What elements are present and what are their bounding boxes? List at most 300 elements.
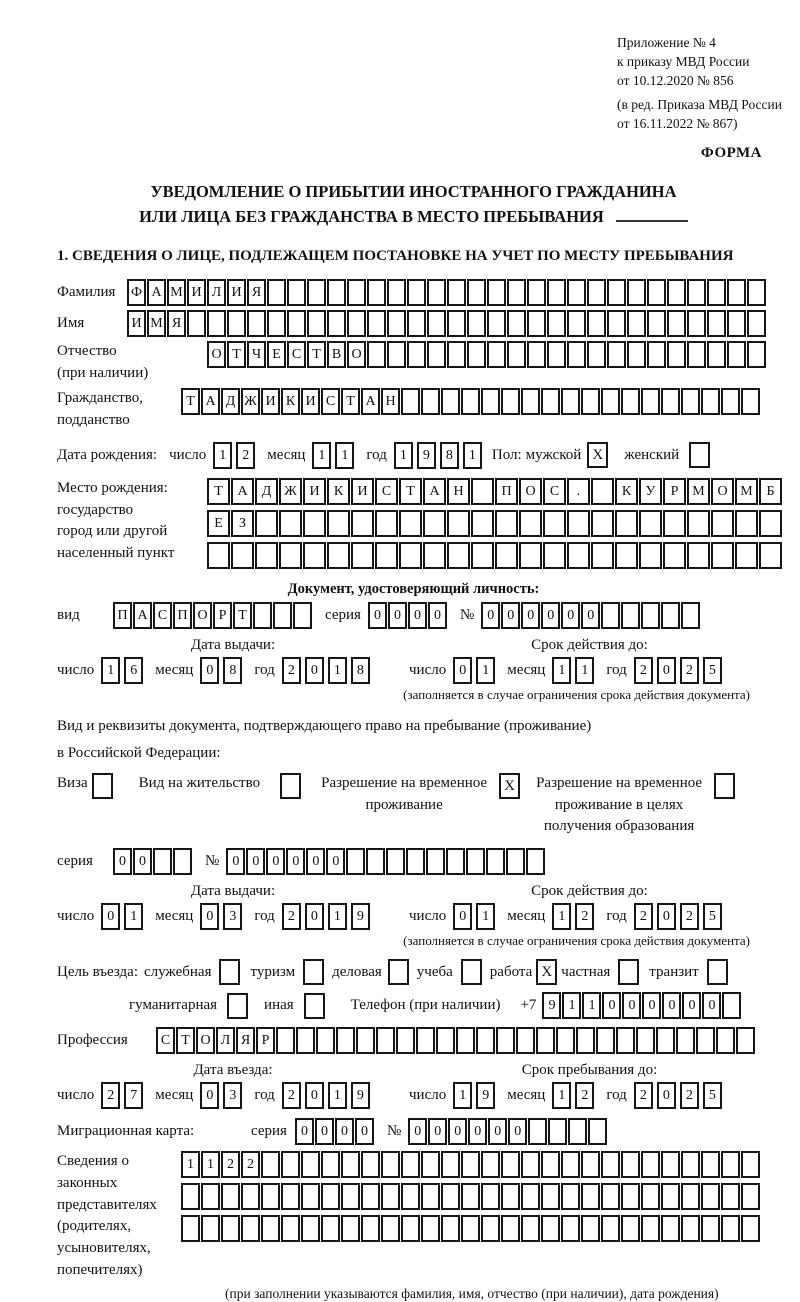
- char-cell[interactable]: 0: [101, 903, 120, 930]
- char-cell[interactable]: [681, 1151, 700, 1178]
- char-cell[interactable]: С: [153, 602, 172, 629]
- char-cell[interactable]: [543, 510, 566, 537]
- char-cell[interactable]: [347, 279, 366, 306]
- char-cell[interactable]: 8: [440, 442, 459, 469]
- char-cell[interactable]: [667, 310, 686, 337]
- char-cell[interactable]: А: [361, 388, 380, 415]
- char-cell[interactable]: [587, 341, 606, 368]
- char-cell[interactable]: [727, 310, 746, 337]
- char-cell[interactable]: [421, 388, 440, 415]
- char-cell[interactable]: [596, 1027, 615, 1054]
- char-cell[interactable]: [601, 1151, 620, 1178]
- char-cell[interactable]: [467, 310, 486, 337]
- char-cell[interactable]: 5: [703, 903, 722, 930]
- char-cell[interactable]: Д: [255, 478, 278, 505]
- char-cell[interactable]: [341, 1215, 360, 1242]
- char-cell[interactable]: 2: [236, 442, 255, 469]
- char-cell[interactable]: [327, 542, 350, 569]
- char-cell[interactable]: [667, 341, 686, 368]
- char-cell[interactable]: 2: [282, 1082, 301, 1109]
- char-cell[interactable]: [255, 510, 278, 537]
- char-cell[interactable]: 0: [561, 602, 580, 629]
- char-cell[interactable]: [336, 1027, 355, 1054]
- char-cell[interactable]: [401, 388, 420, 415]
- char-cell[interactable]: И: [303, 478, 326, 505]
- char-cell[interactable]: [591, 478, 614, 505]
- char-cell[interactable]: 1: [582, 992, 601, 1019]
- char-cell[interactable]: [351, 510, 374, 537]
- char-cell[interactable]: Н: [447, 478, 470, 505]
- char-cell[interactable]: [507, 279, 526, 306]
- char-cell[interactable]: [687, 341, 706, 368]
- char-cell[interactable]: [293, 602, 312, 629]
- char-cell[interactable]: 3: [223, 1082, 242, 1109]
- char-cell[interactable]: 0: [200, 1082, 219, 1109]
- char-cell[interactable]: [471, 542, 494, 569]
- char-cell[interactable]: 8: [351, 657, 370, 684]
- char-cell[interactable]: [406, 848, 425, 875]
- char-cell[interactable]: [567, 542, 590, 569]
- char-cell[interactable]: [681, 1215, 700, 1242]
- char-cell[interactable]: [591, 542, 614, 569]
- char-cell[interactable]: 0: [200, 657, 219, 684]
- char-cell[interactable]: [541, 1151, 560, 1178]
- char-cell[interactable]: [481, 1151, 500, 1178]
- char-cell[interactable]: С: [321, 388, 340, 415]
- char-cell[interactable]: [181, 1183, 200, 1210]
- char-cell[interactable]: 0: [305, 903, 324, 930]
- char-cell[interactable]: Е: [267, 341, 286, 368]
- char-cell[interactable]: [436, 1027, 455, 1054]
- char-cell[interactable]: [261, 1183, 280, 1210]
- purpose-humanitarian-checkbox[interactable]: [227, 993, 248, 1019]
- char-cell[interactable]: [287, 279, 306, 306]
- char-cell[interactable]: 2: [634, 657, 653, 684]
- char-cell[interactable]: [615, 542, 638, 569]
- char-cell[interactable]: [561, 1183, 580, 1210]
- char-cell[interactable]: [711, 510, 734, 537]
- char-cell[interactable]: [727, 341, 746, 368]
- char-cell[interactable]: [722, 992, 741, 1019]
- char-cell[interactable]: 2: [680, 1082, 699, 1109]
- char-cell[interactable]: 0: [315, 1118, 334, 1145]
- char-cell[interactable]: [427, 341, 446, 368]
- char-cell[interactable]: 0: [468, 1118, 487, 1145]
- char-cell[interactable]: [687, 279, 706, 306]
- char-cell[interactable]: [687, 510, 710, 537]
- char-cell[interactable]: 0: [448, 1118, 467, 1145]
- char-cell[interactable]: [301, 1183, 320, 1210]
- char-cell[interactable]: 1: [201, 1151, 220, 1178]
- char-cell[interactable]: [261, 1151, 280, 1178]
- char-cell[interactable]: Т: [341, 388, 360, 415]
- char-cell[interactable]: 0: [642, 992, 661, 1019]
- char-cell[interactable]: 2: [680, 903, 699, 930]
- char-cell[interactable]: 0: [702, 992, 721, 1019]
- char-cell[interactable]: 1: [335, 442, 354, 469]
- char-cell[interactable]: [376, 1027, 395, 1054]
- char-cell[interactable]: [375, 542, 398, 569]
- char-cell[interactable]: [381, 1183, 400, 1210]
- char-cell[interactable]: [327, 310, 346, 337]
- char-cell[interactable]: 0: [662, 992, 681, 1019]
- purpose-other-checkbox[interactable]: [304, 993, 325, 1019]
- char-cell[interactable]: [519, 542, 542, 569]
- char-cell[interactable]: [356, 1027, 375, 1054]
- char-cell[interactable]: [447, 310, 466, 337]
- char-cell[interactable]: 2: [575, 1082, 594, 1109]
- char-cell[interactable]: 0: [657, 1082, 676, 1109]
- char-cell[interactable]: [401, 1215, 420, 1242]
- char-cell[interactable]: 0: [657, 657, 676, 684]
- char-cell[interactable]: Е: [207, 510, 230, 537]
- char-cell[interactable]: [567, 510, 590, 537]
- char-cell[interactable]: [601, 1215, 620, 1242]
- char-cell[interactable]: [747, 341, 766, 368]
- char-cell[interactable]: Р: [663, 478, 686, 505]
- char-cell[interactable]: [427, 279, 446, 306]
- visa-checkbox[interactable]: [92, 773, 113, 799]
- char-cell[interactable]: 2: [282, 657, 301, 684]
- char-cell[interactable]: [759, 510, 782, 537]
- char-cell[interactable]: [396, 1027, 415, 1054]
- char-cell[interactable]: [521, 1215, 540, 1242]
- char-cell[interactable]: [527, 279, 546, 306]
- char-cell[interactable]: [661, 1151, 680, 1178]
- char-cell[interactable]: Т: [233, 602, 252, 629]
- char-cell[interactable]: [501, 1215, 520, 1242]
- char-cell[interactable]: [601, 1183, 620, 1210]
- char-cell[interactable]: [399, 510, 422, 537]
- title-blank-underline[interactable]: [616, 206, 688, 222]
- char-cell[interactable]: [303, 542, 326, 569]
- char-cell[interactable]: 2: [221, 1151, 240, 1178]
- char-cell[interactable]: [528, 1118, 547, 1145]
- char-cell[interactable]: Т: [399, 478, 422, 505]
- char-cell[interactable]: [527, 310, 546, 337]
- char-cell[interactable]: О: [207, 341, 226, 368]
- char-cell[interactable]: 1: [476, 903, 495, 930]
- char-cell[interactable]: [607, 341, 626, 368]
- char-cell[interactable]: [241, 1183, 260, 1210]
- char-cell[interactable]: [361, 1215, 380, 1242]
- char-cell[interactable]: [341, 1151, 360, 1178]
- char-cell[interactable]: [387, 279, 406, 306]
- char-cell[interactable]: Н: [381, 388, 400, 415]
- char-cell[interactable]: [427, 310, 446, 337]
- char-cell[interactable]: [681, 602, 700, 629]
- char-cell[interactable]: 0: [602, 992, 621, 1019]
- char-cell[interactable]: [576, 1027, 595, 1054]
- char-cell[interactable]: И: [351, 478, 374, 505]
- char-cell[interactable]: [506, 848, 525, 875]
- char-cell[interactable]: [661, 388, 680, 415]
- char-cell[interactable]: [741, 388, 760, 415]
- char-cell[interactable]: 0: [622, 992, 641, 1019]
- char-cell[interactable]: Т: [227, 341, 246, 368]
- char-cell[interactable]: [681, 1183, 700, 1210]
- char-cell[interactable]: [641, 1151, 660, 1178]
- char-cell[interactable]: [231, 542, 254, 569]
- char-cell[interactable]: [641, 1215, 660, 1242]
- char-cell[interactable]: [456, 1027, 475, 1054]
- char-cell[interactable]: 0: [521, 602, 540, 629]
- char-cell[interactable]: [261, 1215, 280, 1242]
- char-cell[interactable]: [476, 1027, 495, 1054]
- char-cell[interactable]: [267, 310, 286, 337]
- char-cell[interactable]: 0: [200, 903, 219, 930]
- char-cell[interactable]: [561, 388, 580, 415]
- char-cell[interactable]: [279, 542, 302, 569]
- char-cell[interactable]: [581, 388, 600, 415]
- char-cell[interactable]: А: [231, 478, 254, 505]
- char-cell[interactable]: А: [201, 388, 220, 415]
- char-cell[interactable]: 5: [703, 657, 722, 684]
- char-cell[interactable]: [501, 388, 520, 415]
- char-cell[interactable]: С: [156, 1027, 175, 1054]
- edu-residence-checkbox[interactable]: [714, 773, 735, 799]
- char-cell[interactable]: [387, 341, 406, 368]
- char-cell[interactable]: [507, 310, 526, 337]
- char-cell[interactable]: [701, 1183, 720, 1210]
- char-cell[interactable]: 1: [181, 1151, 200, 1178]
- char-cell[interactable]: [416, 1027, 435, 1054]
- char-cell[interactable]: [676, 1027, 695, 1054]
- char-cell[interactable]: 0: [453, 903, 472, 930]
- char-cell[interactable]: 0: [305, 1082, 324, 1109]
- char-cell[interactable]: 9: [351, 1082, 370, 1109]
- char-cell[interactable]: [547, 341, 566, 368]
- char-cell[interactable]: 0: [453, 657, 472, 684]
- char-cell[interactable]: [301, 1151, 320, 1178]
- char-cell[interactable]: [181, 1215, 200, 1242]
- char-cell[interactable]: [661, 1183, 680, 1210]
- char-cell[interactable]: [351, 542, 374, 569]
- char-cell[interactable]: 3: [223, 903, 242, 930]
- char-cell[interactable]: [187, 310, 206, 337]
- char-cell[interactable]: 0: [481, 602, 500, 629]
- char-cell[interactable]: [639, 510, 662, 537]
- char-cell[interactable]: М: [735, 478, 758, 505]
- char-cell[interactable]: [647, 341, 666, 368]
- char-cell[interactable]: [253, 602, 272, 629]
- char-cell[interactable]: И: [261, 388, 280, 415]
- char-cell[interactable]: [321, 1215, 340, 1242]
- char-cell[interactable]: [495, 510, 518, 537]
- char-cell[interactable]: [267, 279, 286, 306]
- char-cell[interactable]: О: [347, 341, 366, 368]
- char-cell[interactable]: [543, 542, 566, 569]
- char-cell[interactable]: [641, 602, 660, 629]
- char-cell[interactable]: [321, 1151, 340, 1178]
- char-cell[interactable]: [527, 341, 546, 368]
- char-cell[interactable]: 2: [680, 657, 699, 684]
- char-cell[interactable]: [276, 1027, 295, 1054]
- char-cell[interactable]: [547, 279, 566, 306]
- char-cell[interactable]: 0: [266, 848, 285, 875]
- char-cell[interactable]: 0: [541, 602, 560, 629]
- char-cell[interactable]: 0: [113, 848, 132, 875]
- char-cell[interactable]: [721, 1151, 740, 1178]
- char-cell[interactable]: Т: [181, 388, 200, 415]
- char-cell[interactable]: [307, 310, 326, 337]
- char-cell[interactable]: [279, 510, 302, 537]
- char-cell[interactable]: [461, 1151, 480, 1178]
- char-cell[interactable]: [501, 1151, 520, 1178]
- char-cell[interactable]: [735, 510, 758, 537]
- char-cell[interactable]: М: [687, 478, 710, 505]
- char-cell[interactable]: [536, 1027, 555, 1054]
- char-cell[interactable]: 0: [581, 602, 600, 629]
- char-cell[interactable]: [461, 1183, 480, 1210]
- char-cell[interactable]: А: [423, 478, 446, 505]
- char-cell[interactable]: [221, 1215, 240, 1242]
- char-cell[interactable]: [591, 510, 614, 537]
- purpose-study-checkbox[interactable]: [461, 959, 482, 985]
- char-cell[interactable]: Т: [307, 341, 326, 368]
- char-cell[interactable]: О: [193, 602, 212, 629]
- char-cell[interactable]: [301, 1215, 320, 1242]
- char-cell[interactable]: [407, 310, 426, 337]
- char-cell[interactable]: [207, 542, 230, 569]
- char-cell[interactable]: 1: [463, 442, 482, 469]
- char-cell[interactable]: 5: [703, 1082, 722, 1109]
- char-cell[interactable]: [399, 542, 422, 569]
- char-cell[interactable]: [407, 341, 426, 368]
- temp-residence-checkbox[interactable]: X: [499, 773, 520, 799]
- char-cell[interactable]: 2: [634, 903, 653, 930]
- char-cell[interactable]: [588, 1118, 607, 1145]
- char-cell[interactable]: Я: [247, 279, 266, 306]
- char-cell[interactable]: 2: [101, 1082, 120, 1109]
- char-cell[interactable]: [221, 1183, 240, 1210]
- char-cell[interactable]: [667, 279, 686, 306]
- char-cell[interactable]: [481, 1183, 500, 1210]
- char-cell[interactable]: [747, 310, 766, 337]
- char-cell[interactable]: [441, 1215, 460, 1242]
- char-cell[interactable]: [621, 1215, 640, 1242]
- char-cell[interactable]: [401, 1183, 420, 1210]
- char-cell[interactable]: [316, 1027, 335, 1054]
- char-cell[interactable]: [567, 279, 586, 306]
- char-cell[interactable]: 0: [501, 602, 520, 629]
- char-cell[interactable]: 9: [542, 992, 561, 1019]
- char-cell[interactable]: [647, 279, 666, 306]
- char-cell[interactable]: [561, 1151, 580, 1178]
- char-cell[interactable]: П: [495, 478, 518, 505]
- char-cell[interactable]: 0: [286, 848, 305, 875]
- char-cell[interactable]: [641, 388, 660, 415]
- char-cell[interactable]: 0: [428, 602, 447, 629]
- char-cell[interactable]: 7: [124, 1082, 143, 1109]
- char-cell[interactable]: [387, 310, 406, 337]
- char-cell[interactable]: [735, 542, 758, 569]
- char-cell[interactable]: [307, 279, 326, 306]
- char-cell[interactable]: [661, 1215, 680, 1242]
- char-cell[interactable]: 0: [226, 848, 245, 875]
- char-cell[interactable]: Р: [213, 602, 232, 629]
- char-cell[interactable]: [647, 310, 666, 337]
- char-cell[interactable]: 1: [213, 442, 232, 469]
- char-cell[interactable]: И: [301, 388, 320, 415]
- char-cell[interactable]: [471, 510, 494, 537]
- char-cell[interactable]: [701, 1215, 720, 1242]
- char-cell[interactable]: [327, 279, 346, 306]
- char-cell[interactable]: 0: [682, 992, 701, 1019]
- char-cell[interactable]: Ф: [127, 279, 146, 306]
- char-cell[interactable]: [467, 279, 486, 306]
- char-cell[interactable]: [367, 341, 386, 368]
- char-cell[interactable]: [173, 848, 192, 875]
- char-cell[interactable]: [687, 310, 706, 337]
- char-cell[interactable]: В: [327, 341, 346, 368]
- char-cell[interactable]: [616, 1027, 635, 1054]
- char-cell[interactable]: П: [113, 602, 132, 629]
- char-cell[interactable]: [296, 1027, 315, 1054]
- char-cell[interactable]: [621, 602, 640, 629]
- char-cell[interactable]: [273, 602, 292, 629]
- char-cell[interactable]: [587, 279, 606, 306]
- char-cell[interactable]: М: [147, 310, 166, 337]
- char-cell[interactable]: [281, 1183, 300, 1210]
- char-cell[interactable]: [601, 602, 620, 629]
- char-cell[interactable]: [567, 341, 586, 368]
- char-cell[interactable]: 1: [562, 992, 581, 1019]
- char-cell[interactable]: [361, 1151, 380, 1178]
- char-cell[interactable]: [567, 310, 586, 337]
- char-cell[interactable]: 6: [124, 657, 143, 684]
- char-cell[interactable]: [507, 341, 526, 368]
- char-cell[interactable]: [341, 1183, 360, 1210]
- char-cell[interactable]: [441, 1183, 460, 1210]
- char-cell[interactable]: 1: [552, 657, 571, 684]
- char-cell[interactable]: [247, 310, 266, 337]
- char-cell[interactable]: [467, 341, 486, 368]
- purpose-business-checkbox[interactable]: [388, 959, 409, 985]
- char-cell[interactable]: [639, 542, 662, 569]
- char-cell[interactable]: 1: [453, 1082, 472, 1109]
- char-cell[interactable]: [327, 510, 350, 537]
- char-cell[interactable]: О: [711, 478, 734, 505]
- char-cell[interactable]: [321, 1183, 340, 1210]
- char-cell[interactable]: [615, 510, 638, 537]
- char-cell[interactable]: [621, 1183, 640, 1210]
- char-cell[interactable]: .: [567, 478, 590, 505]
- char-cell[interactable]: У: [639, 478, 662, 505]
- char-cell[interactable]: [641, 1183, 660, 1210]
- char-cell[interactable]: 0: [428, 1118, 447, 1145]
- char-cell[interactable]: 1: [101, 657, 120, 684]
- char-cell[interactable]: [547, 310, 566, 337]
- char-cell[interactable]: Б: [759, 478, 782, 505]
- residence-permit-checkbox[interactable]: [280, 773, 301, 799]
- char-cell[interactable]: [227, 310, 246, 337]
- char-cell[interactable]: 0: [408, 1118, 427, 1145]
- char-cell[interactable]: [461, 1215, 480, 1242]
- char-cell[interactable]: Л: [207, 279, 226, 306]
- char-cell[interactable]: 9: [476, 1082, 495, 1109]
- male-checkbox[interactable]: X: [587, 442, 608, 468]
- char-cell[interactable]: [487, 279, 506, 306]
- char-cell[interactable]: [727, 279, 746, 306]
- char-cell[interactable]: [707, 310, 726, 337]
- char-cell[interactable]: [716, 1027, 735, 1054]
- char-cell[interactable]: [521, 1151, 540, 1178]
- char-cell[interactable]: [656, 1027, 675, 1054]
- char-cell[interactable]: [446, 848, 465, 875]
- char-cell[interactable]: [466, 848, 485, 875]
- char-cell[interactable]: 1: [328, 657, 347, 684]
